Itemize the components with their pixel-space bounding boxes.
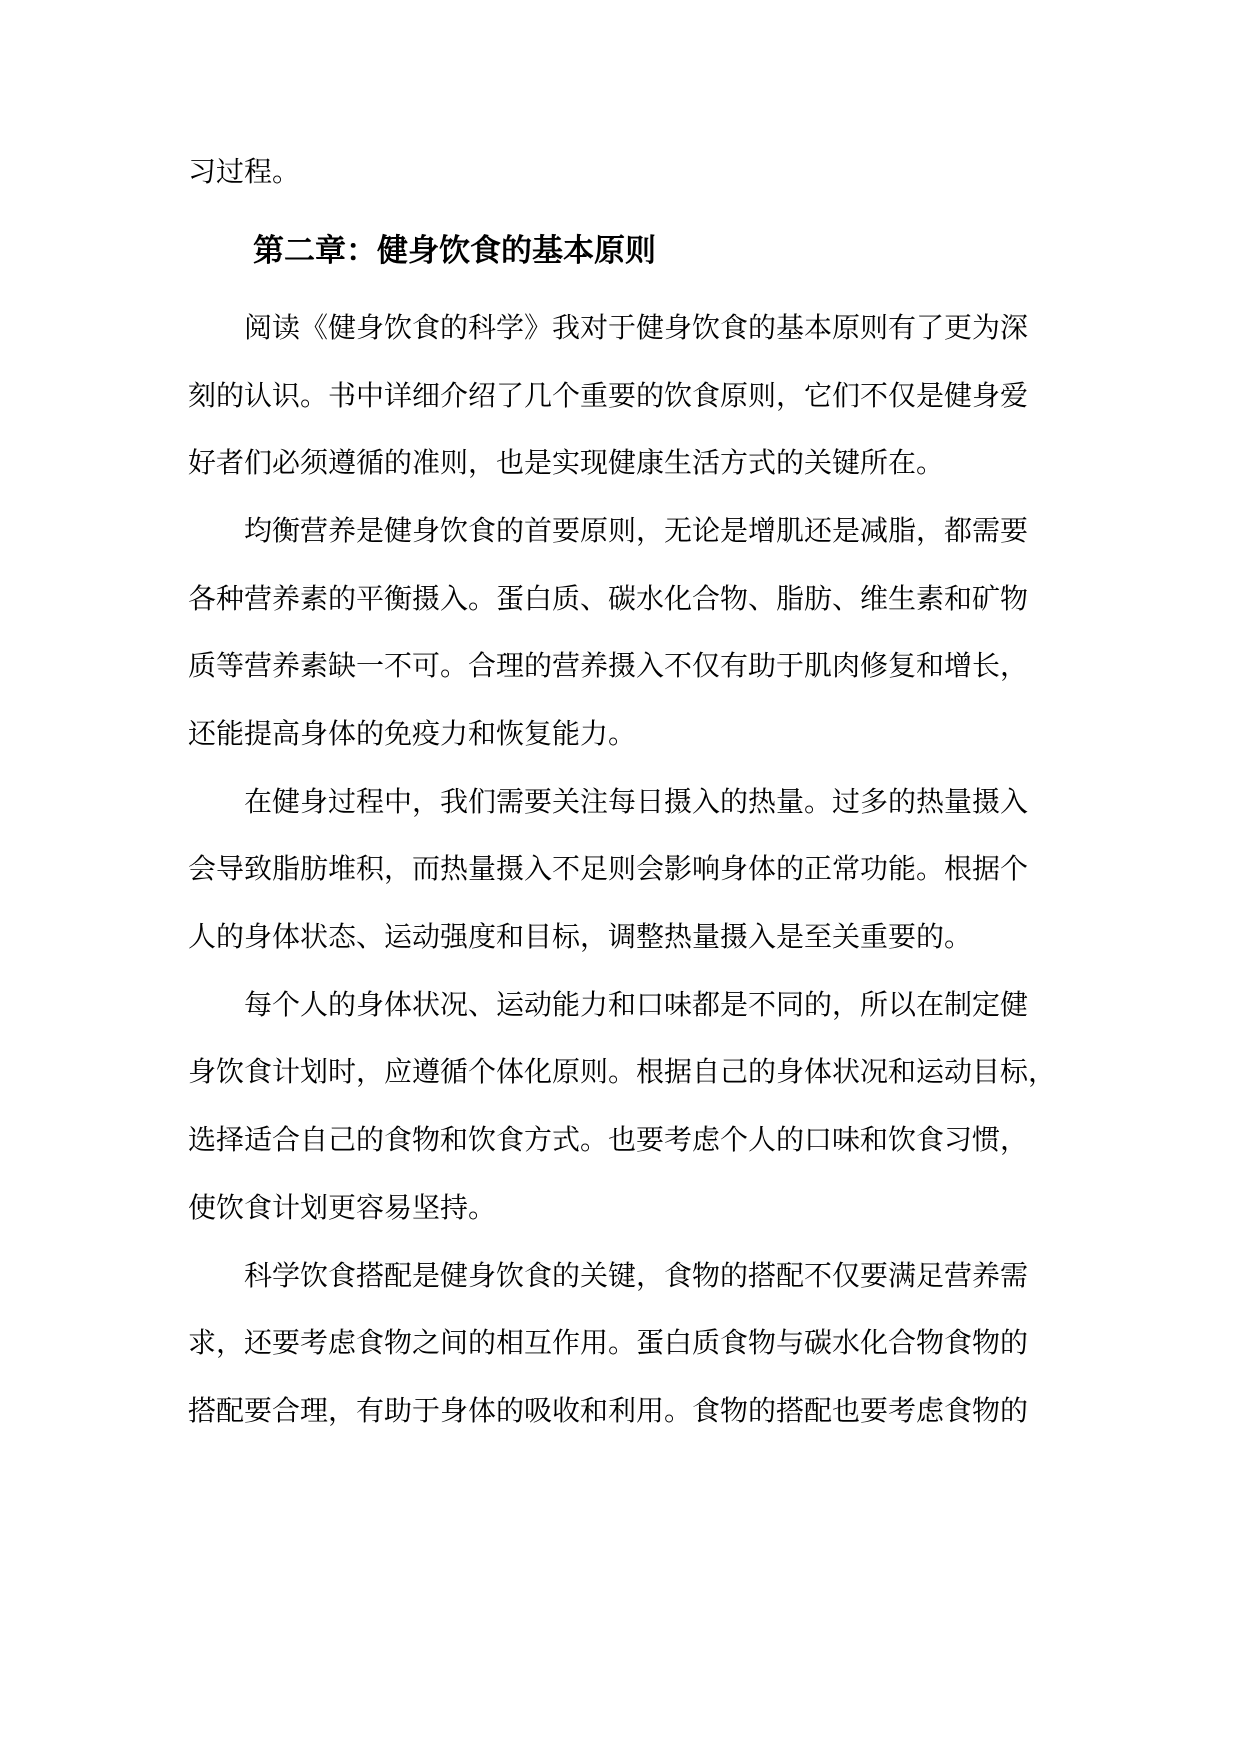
paragraph-2-line-1: 均衡营养是健身饮食的首要原则，无论是增肌还是减脂，都需要 bbox=[244, 514, 1029, 547]
text-line-continuation: 习过程。 bbox=[188, 155, 301, 188]
paragraph-2-line-4: 还能提高身体的免疫力和恢复能力。 bbox=[188, 717, 637, 750]
paragraph-5-line-3: 搭配要合理，有助于身体的吸收和利用。食物的搭配也要考虑食物的 bbox=[188, 1394, 1029, 1427]
paragraph-4-line-1: 每个人的身体状况、运动能力和口味都是不同的，所以在制定健 bbox=[244, 988, 1029, 1021]
paragraph-4-line-2: 身饮食计划时，应遵循个体化原则。根据自己的身体状况和运动目标， bbox=[188, 1055, 1057, 1088]
paragraph-2-line-3: 质等营养素缺一不可。合理的营养摄入不仅有助于肌肉修复和增长， bbox=[188, 649, 1029, 682]
paragraph-1-line-3: 好者们必须遵循的准则，也是实现健康生活方式的关键所在。 bbox=[188, 446, 945, 479]
paragraph-4-line-3: 选择适合自己的食物和饮食方式。也要考虑个人的口味和饮食习惯， bbox=[188, 1123, 1029, 1156]
paragraph-2-line-2: 各种营养素的平衡摄入。蛋白质、碳水化合物、脂肪、维生素和矿物 bbox=[188, 582, 1029, 615]
paragraph-3-line-3: 人的身体状态、运动强度和目标，调整热量摄入是至关重要的。 bbox=[188, 920, 973, 953]
paragraph-5-line-1: 科学饮食搭配是健身饮食的关键，食物的搭配不仅要满足营养需 bbox=[244, 1259, 1029, 1292]
paragraph-3-line-2: 会导致脂肪堆积，而热量摄入不足则会影响身体的正常功能。根据个 bbox=[188, 852, 1029, 885]
paragraph-1-line-2: 刻的认识。书中详细介绍了几个重要的饮食原则，它们不仅是健身爱 bbox=[188, 379, 1029, 412]
paragraph-1-line-1: 阅读《健身饮食的科学》我对于健身饮食的基本原则有了更为深 bbox=[244, 311, 1029, 344]
paragraph-4-line-4: 使饮食计划更容易坚持。 bbox=[188, 1191, 497, 1224]
paragraph-5-line-2: 求，还要考虑食物之间的相互作用。蛋白质食物与碳水化合物食物的 bbox=[188, 1326, 1029, 1359]
chapter-heading: 第二章：健身饮食的基本原则 bbox=[253, 233, 656, 269]
paragraph-3-line-1: 在健身过程中，我们需要关注每日摄入的热量。过多的热量摄入 bbox=[244, 785, 1029, 818]
